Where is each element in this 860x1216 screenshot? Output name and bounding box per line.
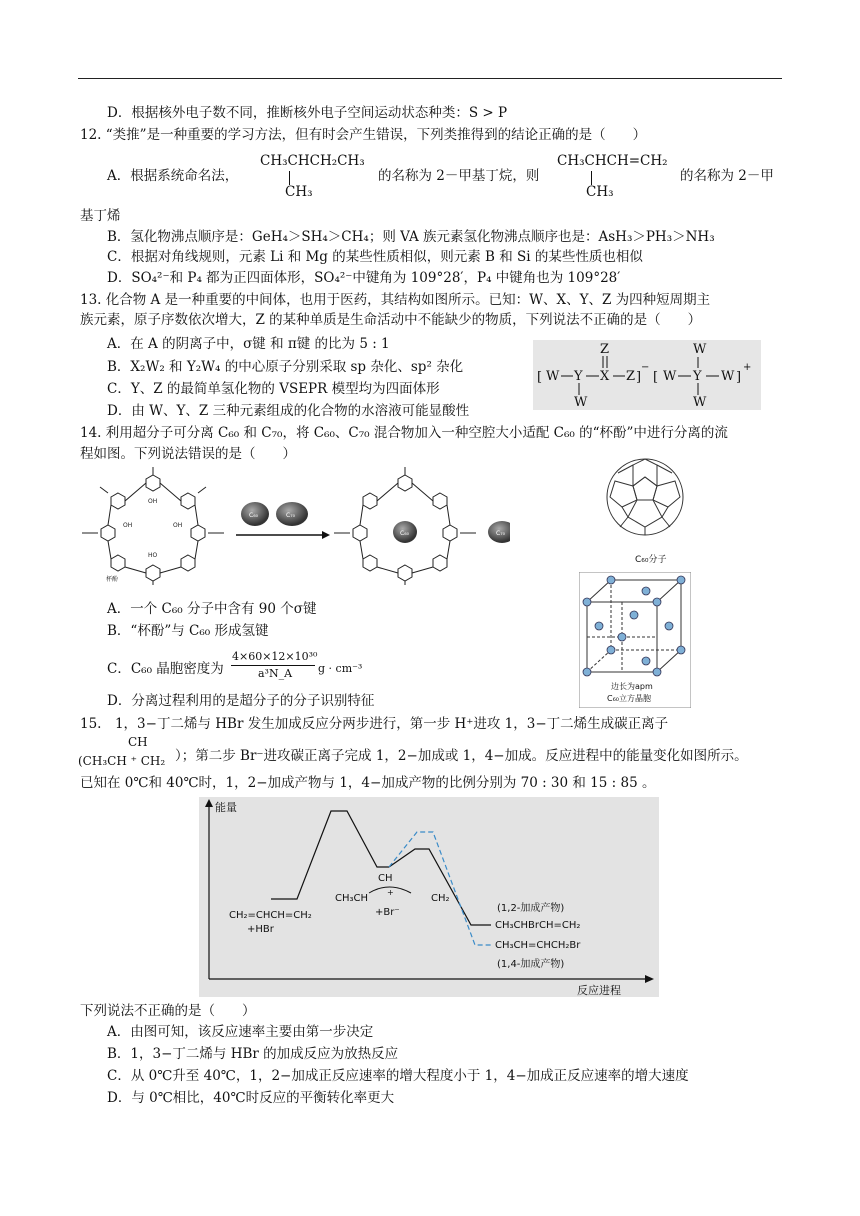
q14-stem-2: 程如图。下列说法错误的是（ ） [80,446,296,462]
charge-minus: − [641,362,650,373]
q13-option-a: A．在 A 的阴离子中，σ键 和 π键 的比为 5 : 1 [107,336,390,352]
separation-arrow-group [232,495,332,545]
calixarene-figure-right [330,465,510,585]
c60-molecule-caption: C₆₀分子 [635,555,667,565]
header-rule [78,78,782,79]
oh-label: OH [173,522,183,529]
q13-option-d: D．由 W、Y、Z 三种元素组成的化合物的水溶液可能显酸性 [107,403,470,419]
q12-option-a-mid: 的名称为 2－甲基丁烷，则 [378,168,540,184]
reactant-hbr-label: +HBr [247,924,274,935]
q12-option-c: C．根据对角线规则，元素 Li 和 Mg 的某些性质相似，则元素 B 和 Si 的某些性质也相似 [107,249,643,265]
q14-stem-1: 14. 利用超分子可分离 C₆₀ 和 C₇₀，将 C₆₀、C₇₀ 混合物加入一种空腔大小适配 C₆₀ 的“杯酚”中进行分离的流 [80,425,728,441]
atom-w: W [574,395,588,410]
charge-plus: + [743,362,752,373]
ho-label: HO [148,552,158,559]
arrow-right-icon [322,531,330,539]
q14-option-a: A．一个 C₆₀ 分子中含有 90 个σ键 [107,601,317,617]
q12-option-a-post: 的名称为 2－甲 [680,168,774,184]
q15-stem-1: 15. 1，3−丁二烯与 HBr 发生加成反应分两步进行，第一步 H⁺进攻 1，3−丁二烯生成碳正离子 [80,716,669,732]
q15-stem-2: ）；第二步 Br⁻进攻碳正离子完成 1，2−加成或 1，4−加成。反应进程中的能量变化如图所示。 [175,748,748,764]
q15-stem-3: 已知在 0℃和 40℃时，1，2−加成产物与 1，4−加成产物的比例分别为 70 : 30 和 15 : 85 。 [80,775,656,791]
intermediate-br: +Br⁻ [375,907,400,918]
atom-x: X [600,369,610,384]
atom-w: W [693,395,707,410]
q12-option-a-pre: A．根据系统命名法， [107,168,239,184]
q15-ion-bottom: (CH₃CH ⁺ CH₂ [78,754,166,768]
atom-w: W [546,369,560,384]
c60-molecule-figure [600,455,690,570]
oh-label: OH [148,498,158,505]
q15-option-b: B．1，3−丁二烯与 HBr 的加成反应为放热反应 [107,1046,399,1062]
x-axis-label: 反应进程 [577,984,621,997]
atom-w: W [693,342,707,357]
q12-stem: 12. “类推”是一种重要的学习方法，但有时会产生错误，下列类推得到的结论正确的是（ ） [80,127,647,143]
q14-option-d: D．分离过程利用的是超分子的分子识别特征 [107,693,375,709]
bracket-left-2: [ [653,370,659,385]
q12-option-b: B．氢化物沸点顺序是：GeH₄＞SH₄＞CH₄；则 VA 族元素氢化物沸点顺序也是：AsH₃＞PH₃＞NH₃ [107,229,715,245]
intermediate-right: CH₂ [431,893,450,904]
product-12-tag: (1,2-加成产物) [497,903,565,914]
q12-formula1-bottom: CH₃ [285,184,313,200]
q14-option-b: B．“杯酚”与 C₆₀ 形成氢键 [107,623,269,639]
intermediate-ch: CH [378,873,393,884]
q11-option-d: D．根据核外电子数不同，推断核外电子空间运动状态种类：S > P [107,105,508,121]
bracket-right-1: ] [636,370,642,385]
energy-profile-chart [199,797,659,997]
atom-y: Y [693,369,702,384]
q14-density-denominator: a³N_A [258,667,293,680]
q12-formula2-bottom: CH₃ [586,184,614,200]
q15-option-c: C．从 0℃升至 40℃，1，2−加成正反应速率的增大程度小于 1，4−加成正反应速率的增大速度 [107,1068,689,1084]
product-14-tag: (1,4-加成产物) [497,959,565,970]
q12-option-a-cont: 基丁烯 [80,208,121,224]
y-axis-arrow-icon [205,799,213,807]
q13-option-b: B．X₂W₂ 和 Y₂W₄ 的中心原子分别采取 sp 杂化、sp² 杂化 [107,359,464,375]
reactant-label: CH₂=CHCH=CH₂ [229,910,312,921]
cell-caption-1: 边长为apm [611,682,653,691]
q13-structure-figure [533,340,761,410]
q15-prompt: 下列说法不正确的是（ ） [80,1003,256,1019]
atom-y: Y [574,369,583,384]
bracket-left-1: [ [537,370,543,385]
c60-unit-cell-figure [579,572,691,708]
path-1-4 [389,832,491,945]
atom-w: W [663,369,677,384]
step1-curve [271,811,389,899]
product-14-formula: CH₃CH=CHCH₂Br [495,940,581,951]
product-12-formula: CH₃CHBrCH=CH₂ [495,920,581,931]
q15-option-a: A．由图可知，该反应速率主要由第一步决定 [107,1024,374,1040]
calixarene-figure-left [78,465,228,585]
x-axis-arrow-icon [645,975,654,983]
intermediate-left: CH₃CH [335,893,369,904]
bracket-right-2: ] [736,370,742,385]
intermediate-plus: + [387,888,394,897]
c70-free-label: C₇₀ [496,530,505,537]
q13-stem-2: 族元素，原子序数依次增大，Z 的某种单质是生命活动中不能缺少的物质，下列说法不正确的是（ ） [80,312,702,328]
q12-formula1-top: CH₃CHCH₂CH₃ [260,153,365,169]
oh-label: OH [123,522,133,529]
c60-ball-label: C₆₀ [249,512,258,519]
atom-z: Z [626,369,636,384]
path-1-2 [389,849,491,925]
atom-z: Z [600,342,610,357]
q15-option-d: D．与 0℃相比，40℃时反应的平衡转化率更大 [107,1090,395,1106]
c60-in-cup-label: C₆₀ [400,530,409,537]
atom-w: W [721,369,735,384]
cell-caption-2: C₆₀立方晶胞 [607,694,651,703]
q13-stem-1: 13. 化合物 A 是一种重要的中间体，也用于医药，其结构如图所示。已知：W、X、Y、Z 为四种短周期主 [80,292,711,308]
q14-fraction-bar [231,665,315,666]
q15-ion-top: CH [128,735,148,749]
q14-density-numerator: 4×60×12×10³⁰ [232,650,318,663]
q12-formula2-top: CH₃CHCH=CH₂ [557,153,668,169]
q12-option-d: D．SO₄²⁻和 P₄ 都为正四面体形，SO₄²⁻中键角为 109°28′，P₄ 中键角也为 109°28′ [107,270,621,286]
c70-ball-label: C₇₀ [286,512,295,519]
q14-option-c-pre: C．C₆₀ 晶胞密度为 [107,661,224,677]
q14-density-unit: g · cm⁻³ [318,662,363,675]
y-axis-label: 能量 [215,801,237,814]
q13-option-c: C．Y、Z 的最简单氢化物的 VSEPR 模型均为四面体形 [107,381,440,397]
cup-label: 杯酚 [106,576,119,583]
